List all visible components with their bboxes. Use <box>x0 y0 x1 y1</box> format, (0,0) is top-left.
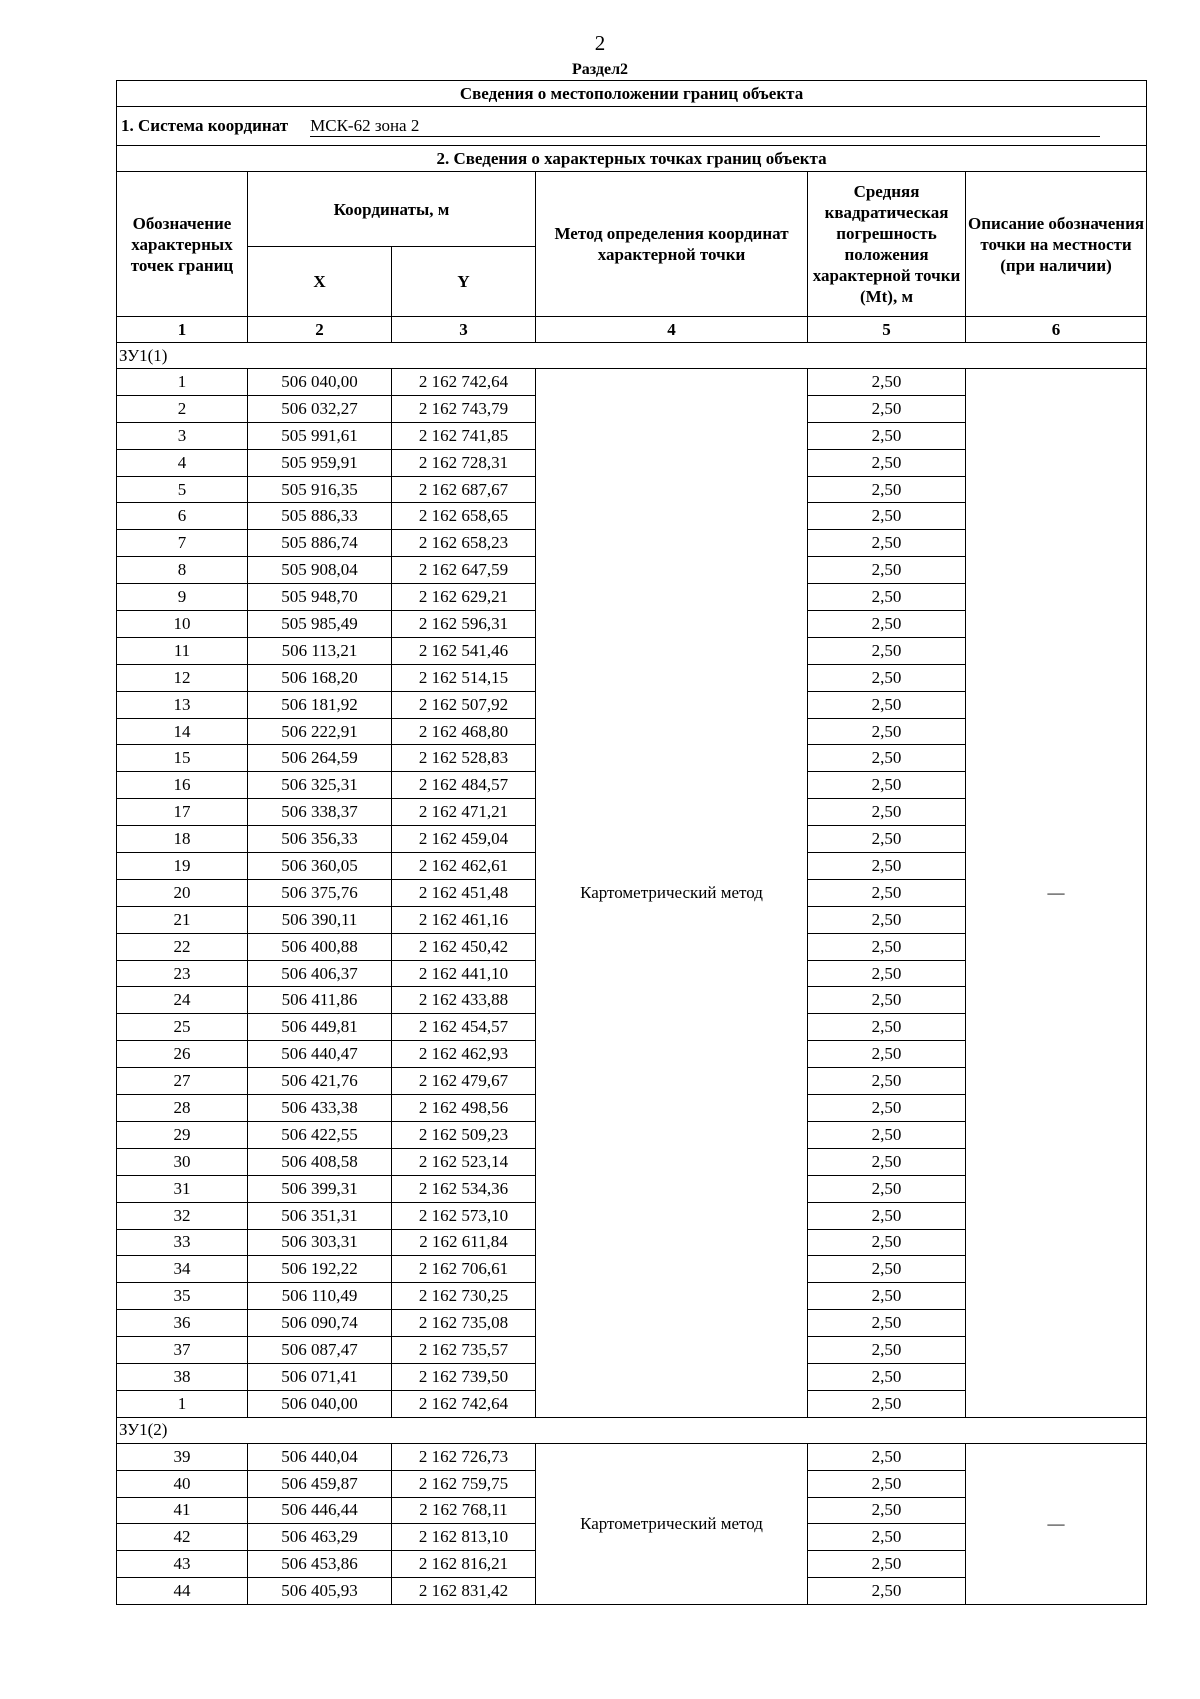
x-coordinate-cell: 506 390,11 <box>248 906 392 933</box>
group-label: ЗУ1(2) <box>117 1417 1147 1443</box>
point-number-cell: 44 <box>117 1578 248 1605</box>
y-coordinate-cell: 2 162 596,31 <box>392 611 536 638</box>
x-coordinate-cell: 505 991,61 <box>248 422 392 449</box>
x-coordinate-cell: 506 405,93 <box>248 1578 392 1605</box>
y-coordinate-cell: 2 162 730,25 <box>392 1283 536 1310</box>
x-coordinate-cell: 505 908,04 <box>248 557 392 584</box>
coordinate-system-label: 1. Система координат <box>121 115 289 135</box>
error-cell: 2,50 <box>808 745 966 772</box>
x-coordinate-cell: 505 916,35 <box>248 476 392 503</box>
method-cell: Картометрический метод <box>536 1443 808 1604</box>
column-number: 1 <box>117 317 248 343</box>
coordinate-system-value: МСК-62 зона 2 <box>310 116 1100 137</box>
error-cell: 2,50 <box>808 987 966 1014</box>
y-coordinate-cell: 2 162 433,88 <box>392 987 536 1014</box>
point-number-cell: 1 <box>117 369 248 396</box>
error-cell: 2,50 <box>808 1470 966 1497</box>
y-coordinate-cell: 2 162 742,64 <box>392 369 536 396</box>
point-number-cell: 37 <box>117 1337 248 1364</box>
y-coordinate-cell: 2 162 735,08 <box>392 1310 536 1337</box>
y-coordinate-cell: 2 162 471,21 <box>392 799 536 826</box>
y-coordinate-cell: 2 162 484,57 <box>392 772 536 799</box>
header-coordinates: Координаты, м <box>248 172 536 247</box>
y-coordinate-cell: 2 162 523,14 <box>392 1148 536 1175</box>
x-coordinate-cell: 506 356,33 <box>248 826 392 853</box>
x-coordinate-cell: 506 453,86 <box>248 1551 392 1578</box>
column-number: 3 <box>392 317 536 343</box>
point-number-cell: 15 <box>117 745 248 772</box>
error-cell: 2,50 <box>808 1202 966 1229</box>
y-coordinate-cell: 2 162 468,80 <box>392 718 536 745</box>
y-coordinate-cell: 2 162 611,84 <box>392 1229 536 1256</box>
error-cell: 2,50 <box>808 1337 966 1364</box>
error-cell: 2,50 <box>808 1175 966 1202</box>
point-number-cell: 43 <box>117 1551 248 1578</box>
column-number: 4 <box>536 317 808 343</box>
error-cell: 2,50 <box>808 718 966 745</box>
description-cell: — <box>966 369 1147 1418</box>
x-coordinate-cell: 505 886,33 <box>248 503 392 530</box>
column-number: 6 <box>966 317 1147 343</box>
section-title: Раздел2 <box>571 61 629 78</box>
error-cell: 2,50 <box>808 799 966 826</box>
header-error: Средняя квадратическая погрешность положения характерной точки (Mt), м <box>808 172 966 317</box>
x-coordinate-cell: 506 433,38 <box>248 1095 392 1122</box>
y-coordinate-cell: 2 162 462,61 <box>392 853 536 880</box>
coordinate-system-row <box>117 107 1147 146</box>
x-coordinate-cell: 506 181,92 <box>248 691 392 718</box>
table-row <box>117 1443 1147 1470</box>
point-number-cell: 16 <box>117 772 248 799</box>
x-coordinate-cell: 506 399,31 <box>248 1175 392 1202</box>
x-coordinate-cell: 506 449,81 <box>248 1014 392 1041</box>
x-coordinate-cell: 506 032,27 <box>248 395 392 422</box>
point-number-cell: 8 <box>117 557 248 584</box>
boundary-table <box>116 80 1147 1605</box>
x-coordinate-cell: 506 090,74 <box>248 1310 392 1337</box>
x-coordinate-cell: 506 459,87 <box>248 1470 392 1497</box>
point-number-cell: 41 <box>117 1497 248 1524</box>
x-coordinate-cell: 505 948,70 <box>248 584 392 611</box>
x-coordinate-cell: 506 338,37 <box>248 799 392 826</box>
point-number-cell: 20 <box>117 879 248 906</box>
point-number-cell: 23 <box>117 960 248 987</box>
error-cell: 2,50 <box>808 1041 966 1068</box>
page-number: 2 <box>594 31 606 55</box>
error-cell: 2,50 <box>808 1551 966 1578</box>
point-number-cell: 11 <box>117 637 248 664</box>
point-number-cell: 26 <box>117 1041 248 1068</box>
error-cell: 2,50 <box>808 530 966 557</box>
point-number-cell: 32 <box>117 1202 248 1229</box>
point-number-cell: 7 <box>117 530 248 557</box>
error-cell: 2,50 <box>808 1524 966 1551</box>
error-cell: 2,50 <box>808 1390 966 1417</box>
x-coordinate-cell: 506 113,21 <box>248 637 392 664</box>
error-cell: 2,50 <box>808 422 966 449</box>
point-number-cell: 29 <box>117 1121 248 1148</box>
y-coordinate-cell: 2 162 450,42 <box>392 933 536 960</box>
y-coordinate-cell: 2 162 735,57 <box>392 1337 536 1364</box>
point-number-cell: 18 <box>117 826 248 853</box>
x-coordinate-cell: 506 375,76 <box>248 879 392 906</box>
y-coordinate-cell: 2 162 706,61 <box>392 1256 536 1283</box>
y-coordinate-cell: 2 162 743,79 <box>392 395 536 422</box>
y-coordinate-cell: 2 162 726,73 <box>392 1443 536 1470</box>
x-coordinate-cell: 506 222,91 <box>248 718 392 745</box>
x-coordinate-cell: 506 406,37 <box>248 960 392 987</box>
y-coordinate-cell: 2 162 658,65 <box>392 503 536 530</box>
error-cell: 2,50 <box>808 826 966 853</box>
y-coordinate-cell: 2 162 454,57 <box>392 1014 536 1041</box>
point-number-cell: 35 <box>117 1283 248 1310</box>
x-coordinate-cell: 506 422,55 <box>248 1121 392 1148</box>
y-coordinate-cell: 2 162 687,67 <box>392 476 536 503</box>
point-number-cell: 21 <box>117 906 248 933</box>
y-coordinate-cell: 2 162 451,48 <box>392 879 536 906</box>
y-coordinate-cell: 2 162 528,83 <box>392 745 536 772</box>
error-cell: 2,50 <box>808 1578 966 1605</box>
x-coordinate-cell: 506 168,20 <box>248 664 392 691</box>
x-coordinate-cell: 506 303,31 <box>248 1229 392 1256</box>
error-cell: 2,50 <box>808 960 966 987</box>
point-number-cell: 13 <box>117 691 248 718</box>
error-cell: 2,50 <box>808 503 966 530</box>
y-coordinate-cell: 2 162 816,21 <box>392 1551 536 1578</box>
error-cell: 2,50 <box>808 853 966 880</box>
error-cell: 2,50 <box>808 1283 966 1310</box>
point-number-cell: 4 <box>117 449 248 476</box>
y-coordinate-cell: 2 162 831,42 <box>392 1578 536 1605</box>
y-coordinate-cell: 2 162 462,93 <box>392 1041 536 1068</box>
point-number-cell: 39 <box>117 1443 248 1470</box>
y-coordinate-cell: 2 162 742,64 <box>392 1390 536 1417</box>
points-title: 2. Сведения о характерных точках границ объекта <box>117 146 1147 172</box>
point-number-cell: 12 <box>117 664 248 691</box>
point-number-cell: 36 <box>117 1310 248 1337</box>
point-number-cell: 1 <box>117 1390 248 1417</box>
table-title: Сведения о местоположении границ объекта <box>117 81 1147 107</box>
error-cell: 2,50 <box>808 1229 966 1256</box>
error-cell: 2,50 <box>808 772 966 799</box>
error-cell: 2,50 <box>808 476 966 503</box>
error-cell: 2,50 <box>808 664 966 691</box>
point-number-cell: 38 <box>117 1363 248 1390</box>
point-number-cell: 10 <box>117 611 248 638</box>
y-coordinate-cell: 2 162 498,56 <box>392 1095 536 1122</box>
error-cell: 2,50 <box>808 611 966 638</box>
error-cell: 2,50 <box>808 369 966 396</box>
y-coordinate-cell: 2 162 647,59 <box>392 557 536 584</box>
error-cell: 2,50 <box>808 1121 966 1148</box>
column-number: 2 <box>248 317 392 343</box>
method-cell: Картометрический метод <box>536 369 808 1418</box>
header-method: Метод определения координат характерной точки <box>536 172 808 317</box>
error-cell: 2,50 <box>808 1095 966 1122</box>
error-cell: 2,50 <box>808 879 966 906</box>
point-number-cell: 17 <box>117 799 248 826</box>
error-cell: 2,50 <box>808 395 966 422</box>
y-coordinate-cell: 2 162 573,10 <box>392 1202 536 1229</box>
x-coordinate-cell: 506 040,00 <box>248 369 392 396</box>
y-coordinate-cell: 2 162 741,85 <box>392 422 536 449</box>
error-cell: 2,50 <box>808 906 966 933</box>
y-coordinate-cell: 2 162 534,36 <box>392 1175 536 1202</box>
error-cell: 2,50 <box>808 1014 966 1041</box>
point-number-cell: 25 <box>117 1014 248 1041</box>
point-number-cell: 28 <box>117 1095 248 1122</box>
x-coordinate-cell: 506 264,59 <box>248 745 392 772</box>
point-number-cell: 34 <box>117 1256 248 1283</box>
point-number-cell: 19 <box>117 853 248 880</box>
point-number-cell: 22 <box>117 933 248 960</box>
y-coordinate-cell: 2 162 728,31 <box>392 449 536 476</box>
error-cell: 2,50 <box>808 1363 966 1390</box>
column-number: 5 <box>808 317 966 343</box>
error-cell: 2,50 <box>808 449 966 476</box>
point-number-cell: 5 <box>117 476 248 503</box>
point-number-cell: 24 <box>117 987 248 1014</box>
y-coordinate-cell: 2 162 514,15 <box>392 664 536 691</box>
y-coordinate-cell: 2 162 509,23 <box>392 1121 536 1148</box>
y-coordinate-cell: 2 162 459,04 <box>392 826 536 853</box>
point-number-cell: 33 <box>117 1229 248 1256</box>
x-coordinate-cell: 506 351,31 <box>248 1202 392 1229</box>
y-coordinate-cell: 2 162 629,21 <box>392 584 536 611</box>
x-coordinate-cell: 505 959,91 <box>248 449 392 476</box>
x-coordinate-cell: 506 411,86 <box>248 987 392 1014</box>
y-coordinate-cell: 2 162 739,50 <box>392 1363 536 1390</box>
x-coordinate-cell: 506 421,76 <box>248 1068 392 1095</box>
header-x: X <box>248 247 392 317</box>
header-designation: Обозначение характерных точек границ <box>117 172 248 317</box>
x-coordinate-cell: 506 400,88 <box>248 933 392 960</box>
x-coordinate-cell: 506 440,04 <box>248 1443 392 1470</box>
x-coordinate-cell: 506 325,31 <box>248 772 392 799</box>
error-cell: 2,50 <box>808 933 966 960</box>
y-coordinate-cell: 2 162 461,16 <box>392 906 536 933</box>
point-number-cell: 6 <box>117 503 248 530</box>
point-number-cell: 42 <box>117 1524 248 1551</box>
x-coordinate-cell: 506 446,44 <box>248 1497 392 1524</box>
point-number-cell: 3 <box>117 422 248 449</box>
y-coordinate-cell: 2 162 768,11 <box>392 1497 536 1524</box>
point-number-cell: 2 <box>117 395 248 422</box>
x-coordinate-cell: 506 192,22 <box>248 1256 392 1283</box>
error-cell: 2,50 <box>808 1443 966 1470</box>
x-coordinate-cell: 506 040,00 <box>248 1390 392 1417</box>
error-cell: 2,50 <box>808 1256 966 1283</box>
y-coordinate-cell: 2 162 658,23 <box>392 530 536 557</box>
group-label: ЗУ1(1) <box>117 343 1147 369</box>
point-number-cell: 40 <box>117 1470 248 1497</box>
y-coordinate-cell: 2 162 813,10 <box>392 1524 536 1551</box>
x-coordinate-cell: 506 440,47 <box>248 1041 392 1068</box>
y-coordinate-cell: 2 162 441,10 <box>392 960 536 987</box>
error-cell: 2,50 <box>808 584 966 611</box>
x-coordinate-cell: 506 110,49 <box>248 1283 392 1310</box>
point-number-cell: 9 <box>117 584 248 611</box>
description-cell: — <box>966 1443 1147 1604</box>
x-coordinate-cell: 506 360,05 <box>248 853 392 880</box>
error-cell: 2,50 <box>808 1310 966 1337</box>
x-coordinate-cell: 506 463,29 <box>248 1524 392 1551</box>
x-coordinate-cell: 505 985,49 <box>248 611 392 638</box>
y-coordinate-cell: 2 162 507,92 <box>392 691 536 718</box>
header-description: Описание обозначения точки на местности (при наличии) <box>966 172 1147 317</box>
point-number-cell: 30 <box>117 1148 248 1175</box>
y-coordinate-cell: 2 162 541,46 <box>392 637 536 664</box>
error-cell: 2,50 <box>808 691 966 718</box>
error-cell: 2,50 <box>808 1148 966 1175</box>
x-coordinate-cell: 505 886,74 <box>248 530 392 557</box>
error-cell: 2,50 <box>808 557 966 584</box>
error-cell: 2,50 <box>808 637 966 664</box>
table-row <box>117 369 1147 396</box>
error-cell: 2,50 <box>808 1068 966 1095</box>
y-coordinate-cell: 2 162 479,67 <box>392 1068 536 1095</box>
x-coordinate-cell: 506 087,47 <box>248 1337 392 1364</box>
header-y: Y <box>392 247 536 317</box>
y-coordinate-cell: 2 162 759,75 <box>392 1470 536 1497</box>
x-coordinate-cell: 506 408,58 <box>248 1148 392 1175</box>
point-number-cell: 27 <box>117 1068 248 1095</box>
point-number-cell: 31 <box>117 1175 248 1202</box>
error-cell: 2,50 <box>808 1497 966 1524</box>
point-number-cell: 14 <box>117 718 248 745</box>
x-coordinate-cell: 506 071,41 <box>248 1363 392 1390</box>
